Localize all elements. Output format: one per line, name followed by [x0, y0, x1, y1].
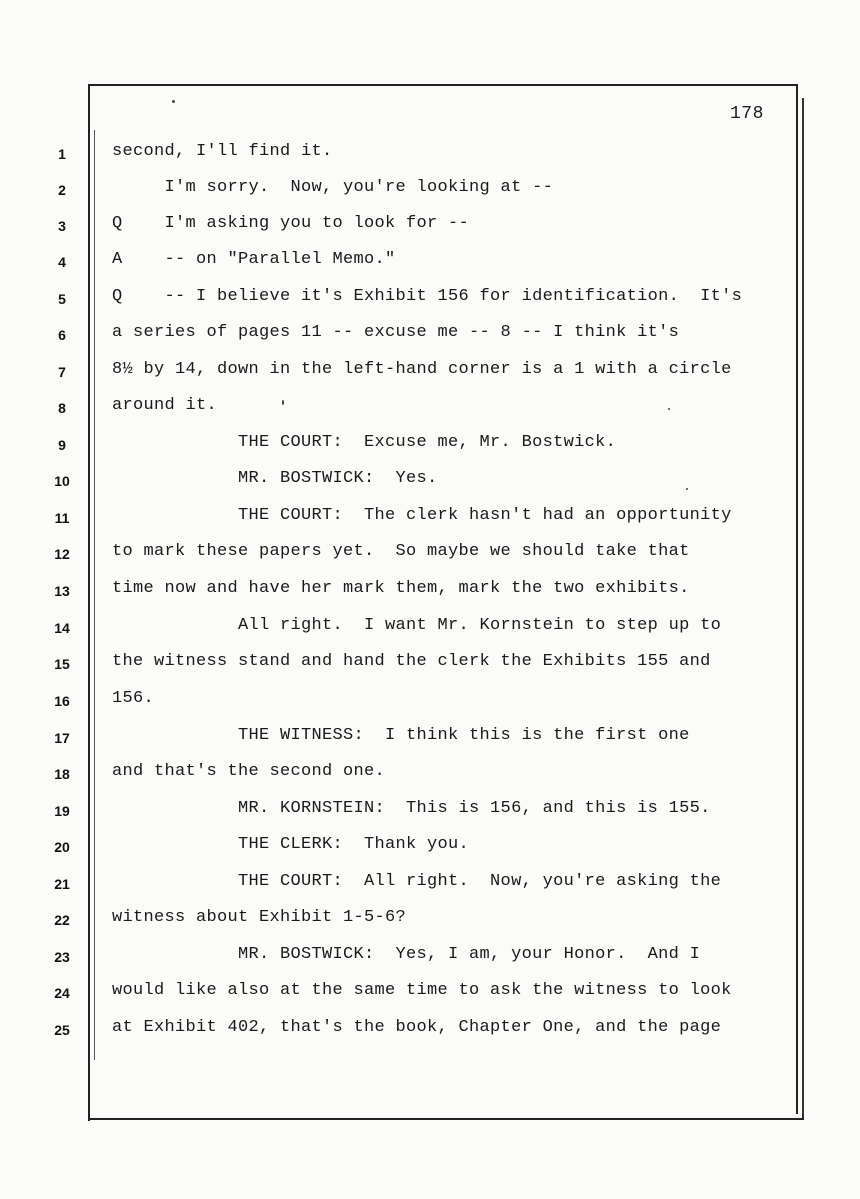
- transcript-line: I'm sorry. Now, you're looking at --: [112, 178, 554, 197]
- line-number: 19: [54, 803, 70, 819]
- transcript-line: THE COURT: The clerk hasn't had an opportunity: [112, 506, 732, 525]
- page-border-top: [90, 84, 797, 86]
- line-number: 3: [58, 218, 66, 234]
- line-number: 20: [54, 839, 70, 855]
- transcript-line: MR. BOSTWICK: Yes.: [112, 469, 438, 488]
- transcript-line: THE COURT: All right. Now, you're asking the: [112, 872, 722, 891]
- line-number: 24: [54, 985, 70, 1001]
- line-number: 21: [54, 876, 70, 892]
- scan-speck: [686, 488, 688, 490]
- transcript-line: THE WITNESS: I think this is the first one: [112, 726, 690, 745]
- line-number: 2: [58, 182, 66, 198]
- page-border-left: [88, 84, 90, 1121]
- page-border-bottom: [90, 1118, 804, 1120]
- transcript-line: around it.: [112, 396, 218, 415]
- transcript-line: THE COURT: Excuse me, Mr. Bostwick.: [112, 433, 617, 452]
- transcript-line: A -- on "Parallel Memo.": [112, 250, 396, 269]
- transcript-line: and that's the second one.: [112, 762, 386, 781]
- transcript-line: second, I'll find it.: [112, 142, 333, 161]
- transcript-line: 156.: [112, 689, 155, 708]
- transcript-line: would like also at the same time to ask the witness to look: [112, 981, 732, 1000]
- scan-speck: [282, 400, 284, 405]
- transcript-line: 8½ by 14, down in the left-hand corner is a 1 with a circle: [112, 360, 732, 379]
- line-number: 12: [54, 546, 70, 562]
- line-number: 13: [54, 583, 70, 599]
- transcript-line: Q I'm asking you to look for --: [112, 214, 470, 233]
- line-number: 9: [58, 437, 66, 453]
- line-number: 17: [54, 730, 70, 746]
- line-number: 7: [58, 364, 66, 380]
- transcript-line: witness about Exhibit 1-5-6?: [112, 908, 407, 927]
- transcript-line: time now and have her mark them, mark the two exhibits.: [112, 579, 690, 598]
- transcript-line: MR. KORNSTEIN: This is 156, and this is 155.: [112, 799, 711, 818]
- transcript-line: to mark these papers yet. So maybe we should take that: [112, 542, 690, 561]
- page-number: 178: [730, 104, 764, 124]
- line-number: 1: [58, 146, 66, 162]
- line-number: 25: [54, 1022, 70, 1038]
- transcript-line: at Exhibit 402, that's the book, Chapter One, and the page: [112, 1018, 722, 1037]
- page-border-right: [796, 84, 798, 1114]
- line-number: 6: [58, 327, 66, 343]
- transcript-line: MR. BOSTWICK: Yes, I am, your Honor. And I: [112, 945, 701, 964]
- line-number: 23: [54, 949, 70, 965]
- line-number: 14: [54, 620, 70, 636]
- transcript-line: All right. I want Mr. Kornstein to step up to: [112, 616, 722, 635]
- line-number: 11: [54, 510, 70, 526]
- transcript-line: the witness stand and hand the clerk the Exhibits 155 and: [112, 652, 711, 671]
- transcript-line: THE CLERK: Thank you.: [112, 835, 470, 854]
- transcript-line: a series of pages 11 -- excuse me -- 8 -- I think it's: [112, 323, 680, 342]
- line-number: 16: [54, 693, 70, 709]
- scan-speck: [668, 408, 670, 410]
- scan-speck: [172, 100, 175, 103]
- line-number: 8: [58, 400, 66, 416]
- line-number: 15: [54, 656, 70, 672]
- line-number: 4: [58, 254, 66, 270]
- line-number: 22: [54, 912, 70, 928]
- transcript-line: Q -- I believe it's Exhibit 156 for identification. It's: [112, 287, 743, 306]
- page-margin-rule: [94, 130, 95, 1060]
- page-border-right-inner: [802, 98, 804, 1118]
- line-number: 18: [54, 766, 70, 782]
- line-number: 10: [54, 473, 70, 489]
- line-number: 5: [58, 291, 66, 307]
